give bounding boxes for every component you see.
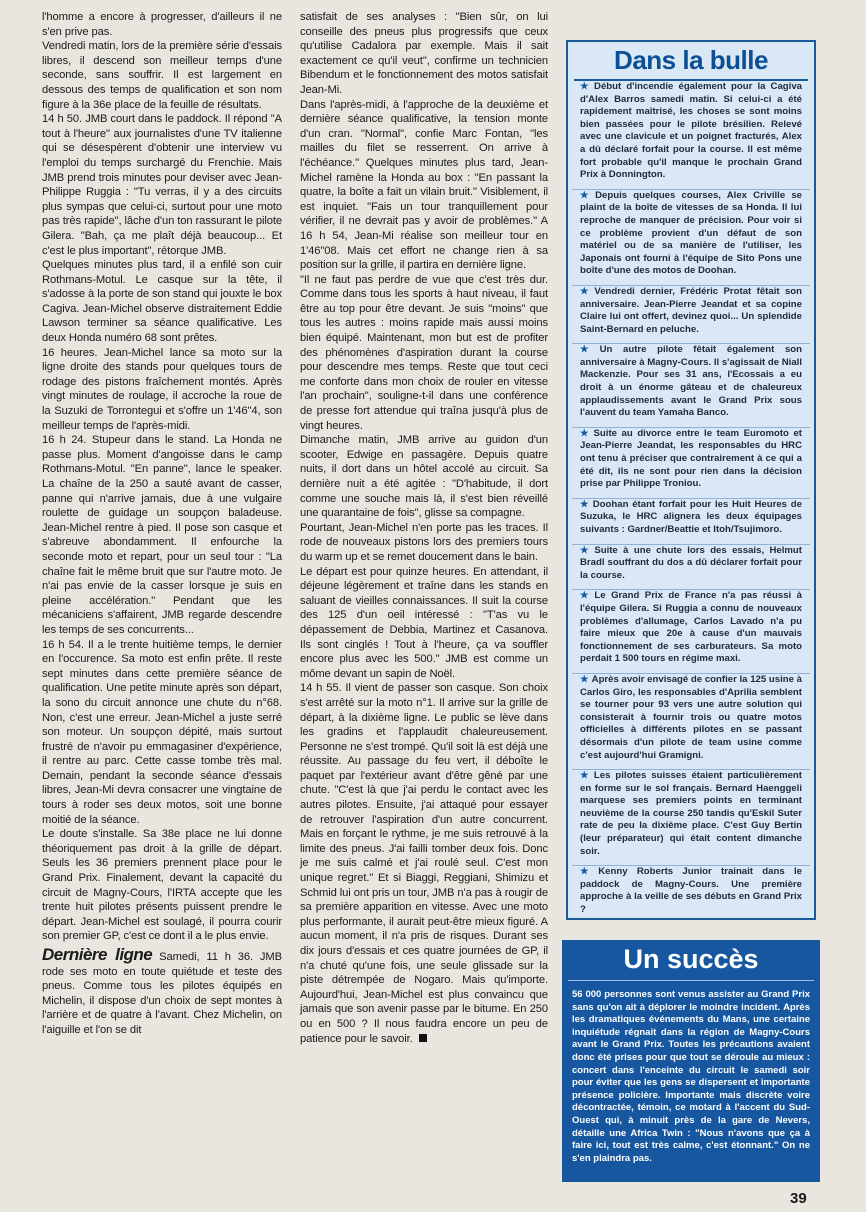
news-item-text: Suite au divorce entre le team Euromoto et Jean-Pierre Jeandat, les responsables du HRC ont tenu à préciser que contrairement à ce qui a été dit, ils ne sont pour rien dans la décision prise par Philippe Troniou. — [580, 427, 802, 490]
news-item — [572, 590, 810, 674]
star-icon: ★ — [580, 427, 591, 439]
news-item — [572, 866, 810, 923]
news-item-text: Suite à une chute lors des essais, Helmut Bradl souffrant du dos a dû déclarer forfait pour la course. — [580, 544, 802, 581]
news-item-text: Les pilotes suisses étaient particulièrement en forme sur le sol français. Bernard Haenggeli marquese ses premiers points en terminant neuvième de la course 250 tandis qu'Eskil Suter rate de peu la dixième place. C'est Guy Bertin (leur préparateur) qui était content dimanche soir. — [580, 770, 802, 857]
paragraph: Vendredi matin, lors de la première série d'essais libres, il descend son meilleur temps d'une seconde, sans souffrir. Il est largement en dessous des temps de qualification et son nom figure à la 36e place de la feuille de résultats. — [42, 40, 282, 111]
star-icon: ★ — [580, 590, 592, 602]
news-item — [572, 286, 810, 344]
star-icon: ★ — [580, 498, 590, 510]
paragraph: Dans l'après-midi, à l'approche de la deuxième et dernière séance qualificative, la tension monte d'un cran. "Normal", confie Marc Fontan, "les mailles du filet se resserrent. On arrive à l'échéance." Quelques minutes plus tard, Jean-Michel ramène la Honda au box : "En passant la quatre, la boîte a fait un vilain bruit." Visiblement, il est inquiet. "Fais un tour tranquillement pour vérifier, il ne devrait pas y avoir de problèmes." A 16 h 54, Jean-Mi réalise son meilleur tour en 1'46"08. Mais cet effort ne change rien à sa position sur la grille, il partira en dernière ligne. — [300, 98, 548, 272]
news-item — [572, 428, 810, 499]
news-item-text: Kenny Roberts Junior trainait dans le paddock de Magny-Cours. Une première approche à la veille de ses débuts en Grand Prix ? — [580, 866, 802, 916]
news-item-text: Après avoir envisagé de confier la 125 usine à Carlos Giro, les responsables d'Aprilia semblent se tourner pour 93 vers une autre solution qui consisterait à fournir trois ou quatre motos officielles à différents pilotes en se passant désormais d'un pilote de team usine comme c'est aujourd'hui Gramigni. — [580, 673, 802, 761]
news-item — [572, 499, 810, 545]
paragraph: 16 h 54. Il a le trente huitième temps, le dernier en l'occurence. Sa moto est enfin prête. Il reste sept minutes dans cette première séance de qualification. Une petite minute après son départ, la sono du circuit annonce une chute du n°68. Non, c'est une erreur. Jean-Michel a juste serré son moteur. Un soupçon dépité, mais surtout frustré de n'avoir pu emmagasiner d'expérience, il rentre au parc. Cette casse tombe très mal. Demain, pendant la seconde séance d'essais libres, Jean-Mi devra consacrer une vingtaine de tours à roder ses deux motos, soit une bonne moitié de la séance. — [42, 638, 282, 826]
news-item — [572, 190, 810, 286]
star-icon: ★ — [580, 189, 593, 201]
star-icon: ★ — [580, 544, 592, 556]
page-number: 39 — [790, 1190, 807, 1207]
paragraph: Quelques minutes plus tard, il a enfilé son cuir Rothmans-Motul. Le casque sur la tête, il s'adosse à la porte de son stand qui jouxte le box Cagiva. Jean-Michel observe distraitement Eddie Lawson terminer sa séance qualificative. Les deux Honda numéro 68 sont prêtes. — [42, 259, 282, 345]
paragraph: 16 heures. Jean-Michel lance sa moto sur la ligne droite des stands pour quelques tours de rodage des pistons fraîchement montés. Après vingt minutes de roulage, il accroche la roue de la Suzuki de Torrontegui et s'offre un 1'46"4, son meilleur temps de l'après-midi. — [42, 346, 282, 432]
news-item — [572, 545, 810, 591]
sidebar-title: Un succès — [568, 940, 814, 981]
star-icon: ★ — [580, 344, 597, 356]
news-item — [572, 81, 810, 190]
star-icon: ★ — [580, 866, 596, 878]
subhead-paragraph — [42, 945, 282, 1038]
article-column-2 — [300, 10, 548, 1046]
paragraph: Pourtant, Jean-Michel n'en porte pas les traces. Il rode de nouveaux pistons lors des premiers tours du warm up et se remet doucement dans le bain. — [300, 521, 548, 563]
subhead: Dernière ligne — [42, 945, 153, 964]
paragraph: satisfait de ses analyses : "Bien sûr, on lui conseille des pneus plus progressifs que ceux qu'utilise Cadalora par exemple. Mais il sait exactement ce qu'il veut", confirme un technicien Bibendum et le fonctionnement des motos satisfait Jean-Mi. — [300, 11, 548, 96]
article-column-1 — [42, 10, 282, 1038]
news-item-text: Début d'incendie également pour la Cagiva d'Alex Barros samedi matin. Si celui-ci a été rapidement maîtrisé, les choses se sont moins bien passées pour le pilote brésilien. Relevé avec une clavicule et un poignet fracturés, Alex a dû déclaré forfait pour la course. Il est même fort probable qu'il manque le prochain Grand Prix à Donnington. — [580, 81, 803, 181]
paragraph: Le départ est pour quinze heures. En attendant, il déjeune légèrement et traîne dans les stands en saluant de vieilles connaissances. Il suit la course des 125 d'un oeil intéressé : "T'as vu le dépassement de Debbia, Martinez et Casanova. Ils sont cinglés ! Tout à l'heure, ça va souffler encore plus avec les 500." JMB est comme un môme devant un sapin de Noël. — [300, 565, 548, 680]
paragraph: 14 h 50. JMB court dans le paddock. Il répond "A tout à l'heure" aux journalistes d'une TV italienne qui se désespèrent d'obtenir une interview vu l'emploi du temps surchargé du Frenchie. Mais JMB prend trois minutes pour deviser avec Jean-Philippe Ruggia : "Tu verras, il y a des circuits plus sympas que celui-ci, surtout pour une moto pas très rapide", lâche d'un ton rassurant le pilote Gilera. "Bah, ça me plaît déjà beaucoup... Et c'est le plus important", rétorque JMB. — [42, 113, 282, 257]
news-item — [572, 770, 810, 866]
paragraph: "Il ne faut pas perdre de vue que c'est très dur. Comme dans tous les sports à haut niveau, il faut être au top pour être devant. Je suis "moins" que tous les autres : moins rapide mais aussi moins bien équipé. Maintenant, mon but est de profiter des phénomènes d'aspiration durant la course pour descendre mes temps. Reste que tout ceci me conforte dans mon choix de rouler en vitesse l'an prochain", souligne-t-il dans une conférence de presse fort attendue qui traîna jusqu'à plus de vingt heures. — [300, 273, 548, 432]
star-icon: ★ — [580, 285, 592, 297]
news-item — [572, 674, 810, 770]
subhead-text: Samedi, 11 h 36. JMB rode ses moto en toute quiétude et teste des pneus. Comme tous les pilotes équipés en Michelin, il dispose d'un choix de sept montes à l'arrière et de quatre à l'avant. Chez Michelin, on l'aiguille et l'on se dit — [42, 951, 282, 1036]
news-item-text: Vendredi dernier, Frédéric Protat fêtait son anniversaire. Jean-Pierre Jeandat et sa copine Claire lui ont offert, devinez quoi... Un splendide Saint-Bernard en peluche. — [580, 285, 802, 335]
star-icon: ★ — [580, 81, 592, 92]
star-icon: ★ — [580, 770, 591, 782]
news-item-text: Doohan étant forfait pour les Huit Heures de Suzuka, le HRC alignera les deux équipages suivants : Gardner/Beattie et Itoh/Tsujimoro. — [580, 498, 802, 535]
paragraph — [300, 681, 548, 1046]
news-item-text: Depuis quelques courses, Alex Criville se plaint de la boîte de vitesses de sa Honda. Il lui reproche de manquer de précision. Pour voir si ce problème provient d'un défaut de son matériel ou de sa manière de l'utiliser, les Japonais ont fourni à l'équipe de Sito Pons une boîte d'une des motos de Doohan. — [580, 189, 802, 277]
sidebar-un-succes — [562, 940, 820, 1182]
sidebar-title: Dans la bulle — [574, 42, 808, 81]
star-icon: ★ — [580, 673, 589, 685]
paragraph: Le doute s'installe. Sa 38e place ne lui donne théoriquement pas droit à la grille de départ. Seuls les 36 premiers prennent place pour le Grand Prix. Finalement, devant la capacité du circuit de Magny-Cours, l'IRTA accepte que les trente huit pilotes présents puissent prendre le départ. Jean-Michel est soulagé, il pourra courir son premier GP, c'est ce dont il a le plus envie. — [42, 828, 282, 943]
sidebar-dans-la-bulle — [566, 40, 816, 920]
paragraph-text: 14 h 55. Il vient de passer son casque. Son choix s'est arrêté sur la moto n°1. Il arrive sur la grille de départ, à la dixième ligne. Le public se lève dans les gradins et l'applaudit chaleureusement. Personne ne s'est trompé. Qu'il soit là est déjà une réussite. Au passage du feu vert, il déboîte le paquet par l'extérieur avant d'être gêné par une chute. "C'est là que j'ai perdu le contact avec les autres pilotes. Ensuite, j'ai attaqué pour essayer de retrouver l'aspiration d'un autre concurrent. Mais en forçant le rythme, je me suis retrouvé à la limite des pneus. J'ai failli tomber deux fois. Donc je me suis calmé et j'ai roulé seul. C'est mon unique regret." Et si Biaggi, Reggiani, Shimizu et Schmid lui ont pris un tour, JMB n'a pas à rougir de sa première apparition en vitesse. Avec une moto plus performante, il aurait peut-être mieux figuré. A aucun moment, il n'a pris de risques. Durant ses dix jours d'essais et ces quatre journées de GP, il n'a chuté qu'une fois, une seule glissade sur la piste détrempée de Nogaro. Mais qu'importe. Aujourd'hui, Jean-Michel est plus convaincu que jamais que son avenir passe par le bitume. En 250 ou en 500 ? Il nous faudra encore un peu de patience pour le savoir. — [300, 682, 548, 1045]
paragraph: l'homme a encore à progresser, d'ailleurs il ne s'en prive pas. — [42, 11, 282, 38]
end-mark-icon — [419, 1034, 427, 1042]
news-item-text: Le Grand Prix de France n'a pas réussi à l'équipe Gilera. Si Ruggia a connu de nouveaux problèmes d'allumage, Carlos Lavado n'a pu faire mieux que 20e à cause d'un mauvais fonctionnement de ses carburateurs. Sa moto perdait 1 500 tours en régime maxi. — [580, 590, 802, 665]
news-item-text: Un autre pilote fêtait également son anniversaire à Magny-Cours. Il s'agissait de Niall Mackenzie. Pour ses 31 ans, l'Ecossais a eu droit à un énorme gâteau et de chaleureux applaudissements avant le Grand Prix sous l'auvent du team Yamaha Banco. — [580, 344, 802, 419]
sidebar-body: 56 000 personnes sont venus assister au Grand Prix sans qu'on ait à déplorer le moindre incident. Après les dramatiques événements du Mans, une certaine inquiétude régnait dans la région de Magny-Cours avant le Grand Prix. Toutes les précautions avaient donc été prises pour que tout se déroule au mieux : concert dans l'enceinte du circuit le samedi soir pour éviter que les gens se dispersent et importante présence policière. Importante mais discrète voire décontractée, témoin, ce motard à l'accent du Sud-Ouest qui, à minuit près de la gare de Nevers, détaille une Africa Twin : "Nous n'avons que ça à faire ici, tout est très calme, c'est étonnant." On ne s'en plaindra pas. — [572, 989, 810, 1164]
news-item — [572, 344, 810, 428]
paragraph: Dimanche matin, JMB arrive au guidon d'un scooter, Edwige en passagère. Depuis quatre nuits, il dort dans un hôtel accolé au circuit. Sa dernière nuit a été agitée : "D'habitude, il dort comme une souche mais là, il s'est bien réveillé une quarantaine de fois", glisse sa compagne. — [300, 434, 548, 520]
paragraph: 16 h 24. Stupeur dans le stand. La Honda ne passe plus. Moment d'angoisse dans le camp Rothmans-Motul. "En panne", lance le speaker. La chaîne de la 250 a sauté avant de casser, panne qui n'arrive jamais, due à une vulgaire roulette de guidage un soupçon baladeuse. Jean-Michel rentre à pied. Il pose son casque et s'abreuve abondamment. Il enfourche la seconde moto et repart, pour un seul tour : "La chaîne fait le même bruit que sur l'autre moto. Je n'ai pas envie de la casser lorsque je suis en pleine accélération." Pendant que les mécaniciens s'affairent, JMB regarde descendre les temps de ses concurrents... — [42, 434, 282, 636]
